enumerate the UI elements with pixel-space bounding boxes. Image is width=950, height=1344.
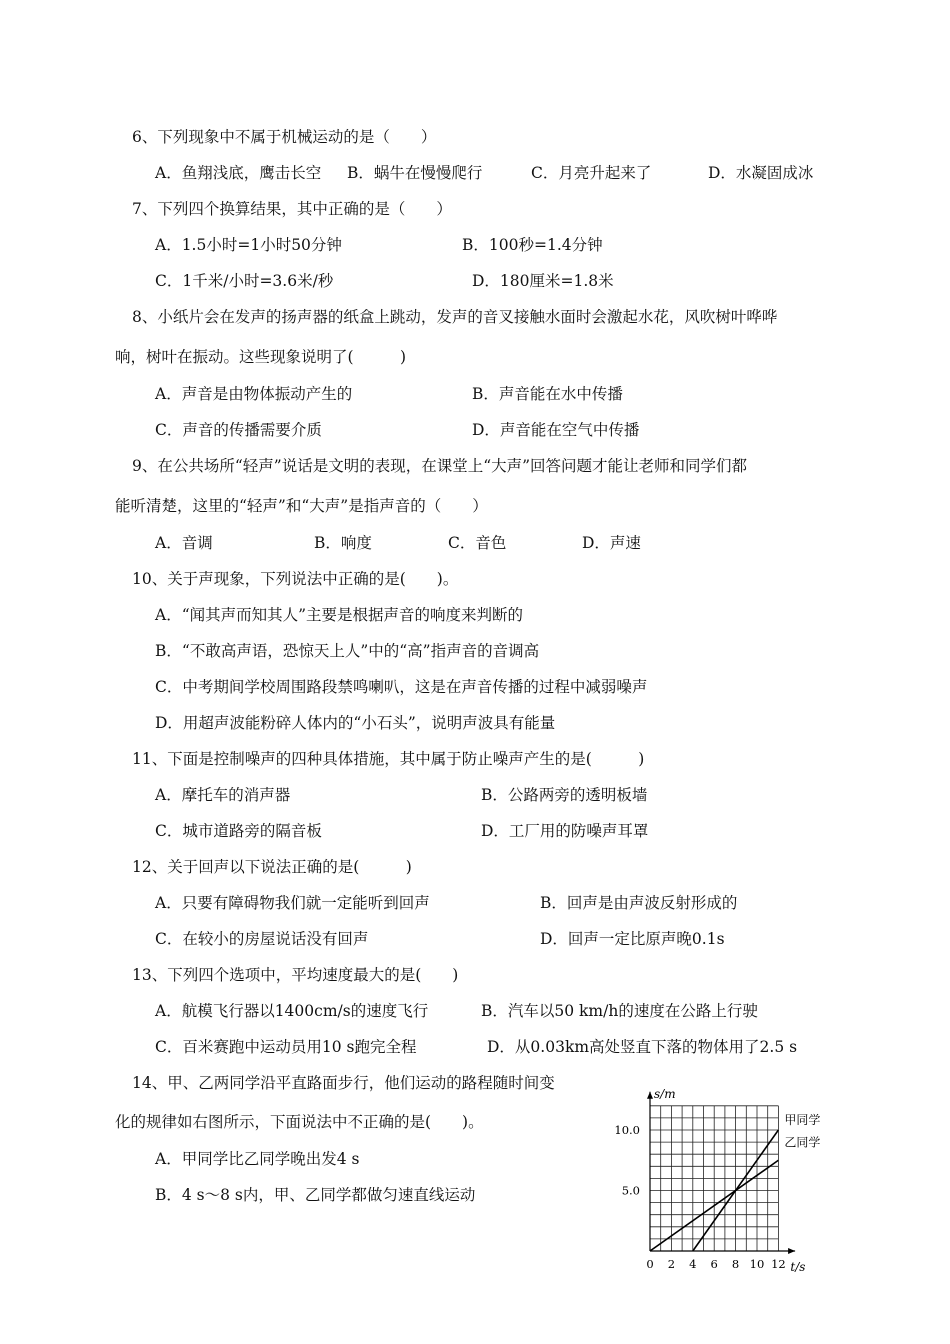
- question-6-option-c: C．月亮升起来了: [531, 164, 652, 182]
- x-axis-arrow: [788, 1248, 795, 1254]
- y-tick-label: 5.0: [621, 1183, 640, 1198]
- question-7-option-d: D．180厘米=1.8米: [472, 272, 614, 290]
- y-tick-label: 10.0: [614, 1123, 640, 1137]
- question-12-option-d: D．回声一定比原声晚0.1s: [540, 930, 725, 948]
- x-axis-label: t/s: [790, 1260, 806, 1273]
- x-tick-label: 0: [646, 1257, 654, 1271]
- question-8-stem: 8、小纸片会在发声的扬声器的纸盒上跳动，发声的音叉接触水面时会激起水花，风吹树叶哗哗: [132, 308, 778, 326]
- question-13-option-c: C．百米赛跑中运动员用10 s跑完全程: [155, 1038, 417, 1056]
- question-6-option-a: A．鱼翔浅底，鹰击长空: [155, 164, 322, 182]
- question-11-option-c: C．城市道路旁的隔音板: [155, 822, 322, 840]
- question-8-option-c: C．声音的传播需要介质: [155, 421, 322, 439]
- question-13-option-b: B．汽车以50 km/h的速度在公路上行驶: [481, 1002, 758, 1020]
- question-6-option-d: D．水凝固成冰: [708, 164, 814, 182]
- x-tick-label: 12: [771, 1257, 786, 1271]
- question-7-option-c: C．1千米/小时=3.6米/秒: [155, 272, 334, 290]
- question-7-option-b: B．100秒=1.4分钟: [462, 236, 603, 254]
- question-8-stem-cont: 响，树叶在振动。这些现象说明了( ): [115, 348, 407, 366]
- question-10-option-d: D．用超声波能粉碎人体内的“小石头”，说明声波具有能量: [155, 714, 556, 732]
- y-axis-label: s/m: [654, 1086, 676, 1101]
- question-14-option-a: A．甲同学比乙同学晚出发4 s: [155, 1150, 360, 1168]
- question-9-option-b: B．响度: [314, 534, 372, 552]
- question-9-option-d: D．声速: [582, 534, 641, 552]
- question-10-option-c: C．中考期间学校周围路段禁鸣喇叭，这是在声音传播的过程中减弱噪声: [155, 678, 648, 696]
- question-13-stem: 13、下列四个选项中，平均速度最大的是( ): [132, 966, 459, 984]
- series-label-2: 乙同学: [784, 1135, 821, 1150]
- x-tick-label: 4: [689, 1257, 697, 1271]
- question-10-stem: 10、关于声现象，下列说法中正确的是( )。: [132, 570, 459, 588]
- question-11-option-d: D．工厂用的防噪声耳罩: [481, 822, 649, 840]
- question-12-option-b: B．回声是由声波反射形成的: [540, 894, 738, 912]
- series-label-1: 甲同学: [784, 1113, 821, 1127]
- question-13-option-a: A．航模飞行器以1400cm/s的速度飞行: [155, 1002, 429, 1020]
- question-9-stem-cont: 能听清楚，这里的“轻声”和“大声”是指声音的（ ）: [115, 497, 488, 515]
- question-11-option-a: A．摩托车的消声器: [155, 786, 291, 804]
- question-11-stem: 11、下面是控制噪声的四种具体措施，其中属于防止噪声产生的是( ): [132, 750, 645, 768]
- question-10-option-a: A．“闻其声而知其人”主要是根据声音的响度来判断的: [155, 606, 524, 624]
- question-7-option-a: A．1.5小时=1小时50分钟: [155, 236, 342, 254]
- question-9-option-a: A．音调: [155, 534, 213, 552]
- question-12-option-a: A．只要有障碍物我们就一定能听到回声: [155, 894, 430, 912]
- question-8-option-a: A．声音是由物体振动产生的: [155, 385, 353, 403]
- question-11-option-b: B．公路两旁的透明板墙: [481, 786, 648, 804]
- question-13-option-d: D．从0.03km高处竖直下落的物体用了2.5 s: [487, 1038, 798, 1056]
- x-tick-label: 8: [731, 1257, 740, 1271]
- question-8-option-b: B．声音能在水中传播: [472, 385, 623, 403]
- y-axis-arrow: [647, 1092, 653, 1099]
- question-14-option-b: B．4 s～8 s内，甲、乙同学都做匀速直线运动: [155, 1186, 476, 1204]
- x-tick-label: 10: [749, 1257, 765, 1271]
- question-14-stem-cont: 化的规律如右图所示，下面说法中不正确的是( )。: [115, 1113, 484, 1131]
- question-10-option-b: B．“不敢高声语，恐惊天上人”中的“高”指声音的音调高: [155, 642, 540, 660]
- question-9-stem: 9、在公共场所“轻声”说话是文明的表现，在课堂上“大声”回答问题才能让老师和同学们都: [132, 457, 748, 475]
- question-9-option-c: C．音色: [448, 534, 507, 552]
- x-tick-label: 6: [710, 1257, 718, 1271]
- question-14-stem: 14、甲、乙两同学沿平直路面步行，他们运动的路程随时间变: [132, 1074, 555, 1092]
- question-6-stem: 6、下列现象中不属于机械运动的是（ ）: [132, 128, 437, 146]
- question-12-stem: 12、关于回声以下说法正确的是( ): [132, 858, 412, 876]
- distance-time-chart: [604, 1073, 844, 1273]
- question-6-option-b: B．蜗牛在慢慢爬行: [347, 164, 483, 182]
- question-12-option-c: C．在较小的房屋说话没有回声: [155, 930, 369, 948]
- question-7-stem: 7、下列四个换算结果，其中正确的是（ ）: [132, 200, 452, 218]
- question-8-option-d: D．声音能在空气中传播: [472, 421, 640, 439]
- x-tick-label: 2: [667, 1257, 676, 1271]
